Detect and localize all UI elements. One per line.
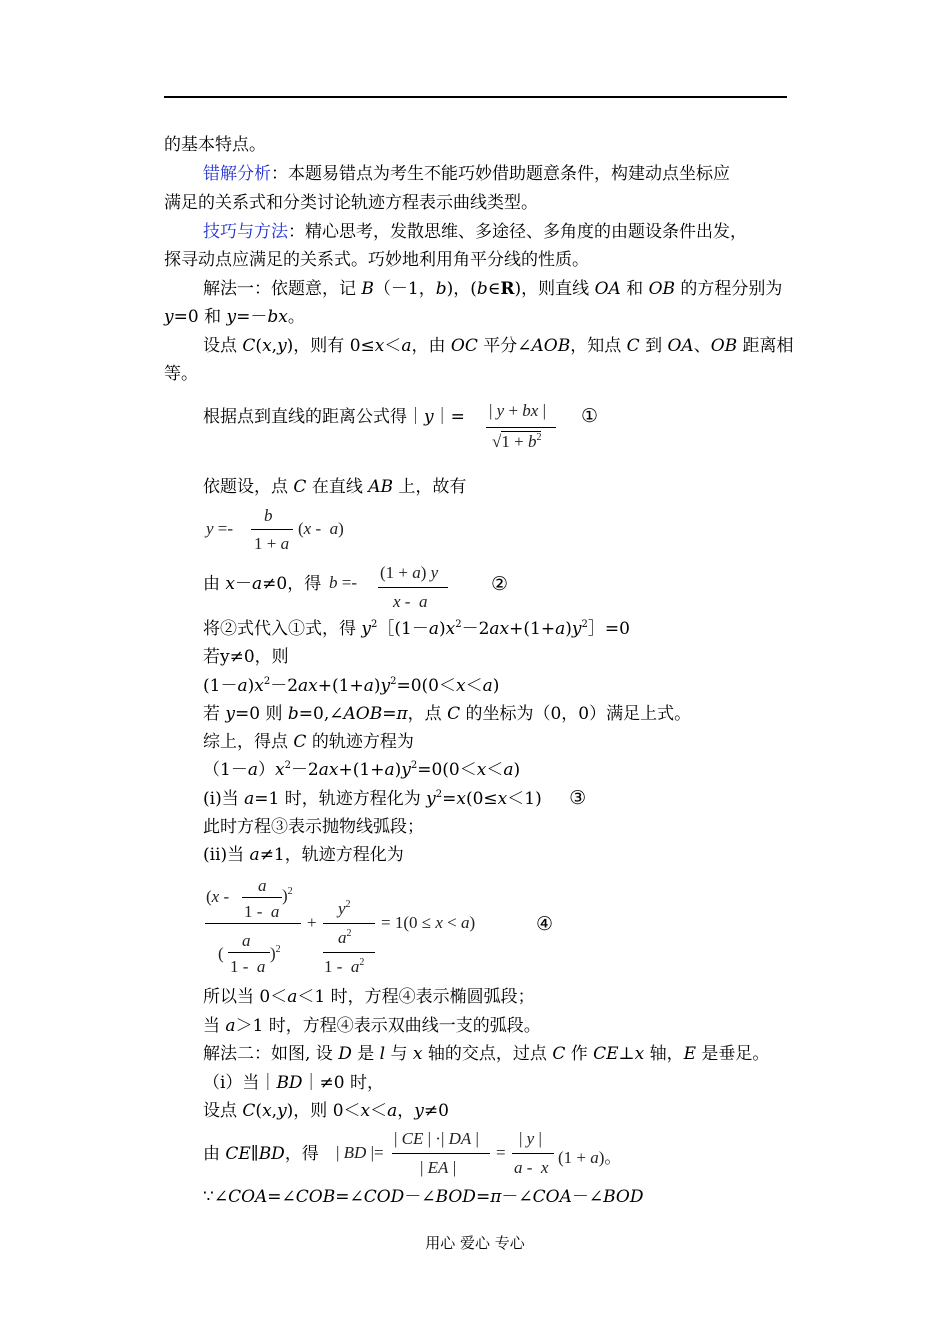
error-analysis-paragraph: 错解分析：本题易错点为考生不能巧妙借助题意条件，构建动点坐标应	[203, 164, 730, 184]
fraction-bar	[323, 952, 375, 953]
technique-label: 技巧与方法	[203, 222, 288, 242]
equation-mark-1: ①	[581, 405, 599, 427]
method-two-line: 解法二：如图, 设 D 是 l 与 x 轴的交点，过点 C 作 CE⊥x 轴，E 是垂足。	[203, 1044, 770, 1064]
formula-bd: | BD |=	[336, 1143, 384, 1162]
equation-mark-4: ④	[536, 913, 554, 935]
fraction-bar	[392, 1153, 490, 1154]
technique-paragraph: 技巧与方法：精心思考，发散思维、多途径、多角度的由题设条件出发，	[203, 222, 747, 242]
formula-denominator: | EA |	[420, 1158, 457, 1177]
formula-rhs: = 1(0 ≤ x < a)	[381, 913, 476, 932]
fraction-bar	[378, 587, 448, 588]
formula-numerator: | y |	[519, 1129, 542, 1148]
text-line: 设点 C(x,y)，则有 0≤x＜a，由 OC 平分∠AOB，知点 C 到 OA、OB 距离相	[203, 336, 794, 356]
text-line: 探寻动点应满足的关系式。巧妙地利用角平分线的性质。	[164, 250, 589, 270]
fraction-bar-main	[205, 923, 301, 924]
formula-numerator: $y^2$	[338, 899, 351, 918]
formula-paren: )$^2$	[270, 944, 281, 963]
distance-formula-line: 根据点到直线的距离公式得｜y｜=	[203, 407, 465, 427]
fraction-bar	[323, 923, 375, 924]
formula-factor: (x - a)	[298, 519, 344, 538]
fraction-bar	[512, 1153, 554, 1154]
formula-numerator: a	[242, 931, 251, 950]
formula-numerator: a	[258, 876, 267, 895]
fraction-bar	[228, 952, 270, 953]
text-line: 由 x－a≠0，得	[203, 574, 322, 594]
formula-term: (x -	[206, 887, 230, 906]
formula-numerator: | y + bx |	[489, 401, 546, 420]
text-line: 此时方程③表示抛物线弧段；	[203, 817, 424, 837]
text-line: 依题设，点 C 在直线 AB 上，故有	[203, 477, 467, 497]
text-line: 若y≠0，则	[203, 647, 289, 667]
formula-denominator: 1 + a	[254, 534, 290, 553]
text-line: $(1-a)x^2-2ax+(1+a)y^2=0(0<x<a)$	[203, 676, 500, 696]
formula-denominator: a - x	[514, 1158, 549, 1177]
equation-mark-2: ②	[491, 573, 509, 595]
header-rule	[164, 96, 787, 98]
fraction-bar	[242, 897, 282, 898]
formula-denominator: $√1 + b^2$	[492, 432, 542, 451]
formula-numerator: | CE | ·| DA |	[394, 1129, 479, 1148]
method-one-line: 解法一：依题意，记 B（－1，b)，(b∈R)，则直线 OA 和 OB 的方程分别为	[203, 279, 783, 299]
text-line: 若 y=0 则 b=0,∠AOB=π，点 C 的坐标为（0，0）满足上式。	[203, 704, 692, 724]
formula-numerator: (1 + a) y	[380, 563, 439, 582]
formula-paren: (	[218, 944, 224, 963]
text-line: 综上，得点 C 的轨迹方程为	[203, 732, 414, 752]
formula-equals: =	[496, 1143, 506, 1162]
formula-numerator: $a^2$	[338, 928, 352, 947]
text-line: 由 CE∥BD，得	[203, 1144, 319, 1164]
text-line: 设点 C(x,y)，则 0＜x＜a，y≠0	[203, 1101, 449, 1121]
formula-denominator: 1 - a	[230, 957, 266, 976]
text-line: 等。	[164, 364, 198, 384]
formula-plus: +	[307, 913, 317, 932]
formula-line-ab: y =-	[206, 519, 234, 538]
formula-denominator: x - a	[393, 592, 428, 611]
text-line: (i)当 a=1 时，轨迹方程化为 $y^2=x(0\le x<1)$ ③	[203, 787, 587, 809]
text-line: ∵∠COA=∠COB=∠COD－∠BOD=π－∠COA－∠BOD	[203, 1187, 644, 1207]
text-line: （i）当｜BD｜≠0 时，	[203, 1073, 385, 1093]
page-footer: 用心 爱心 专心	[425, 1234, 525, 1252]
text-line: y=0 和 y=－bx。	[164, 307, 305, 327]
formula-denominator: $1 - a^2$	[324, 957, 365, 976]
text-line: 将②式代入①式，得 $y^2[(1-a)x^2-2ax+(1+a)y^2]=0$	[203, 619, 630, 639]
text-line: (ii)当 a≠1，轨迹方程化为	[203, 845, 404, 865]
text-line: 的基本特点。	[164, 135, 266, 155]
formula-denominator: 1 - a	[244, 902, 280, 921]
formula-b: b =-	[329, 573, 357, 592]
text-line: 所以当 0＜a＜1 时，方程④表示椭圆弧段；	[203, 987, 535, 1007]
formula-paren: )$^2$	[282, 886, 293, 905]
fraction-bar	[251, 529, 293, 530]
text-line: 满足的关系式和分类讨论轨迹方程表示曲线类型。	[164, 193, 538, 213]
error-analysis-label: 错解分析	[203, 164, 271, 184]
fraction-bar	[486, 427, 556, 428]
formula-numerator: b	[264, 506, 273, 525]
formula-factor: (1 + a)。	[558, 1148, 622, 1167]
text-line: $(1-a)x^2-2ax+(1+a)y^2=0(0<x<a)$	[203, 760, 521, 780]
text-line: 当 a＞1 时，方程④表示双曲线一支的弧段。	[203, 1016, 541, 1036]
equation-mark-3: ③	[569, 787, 587, 809]
